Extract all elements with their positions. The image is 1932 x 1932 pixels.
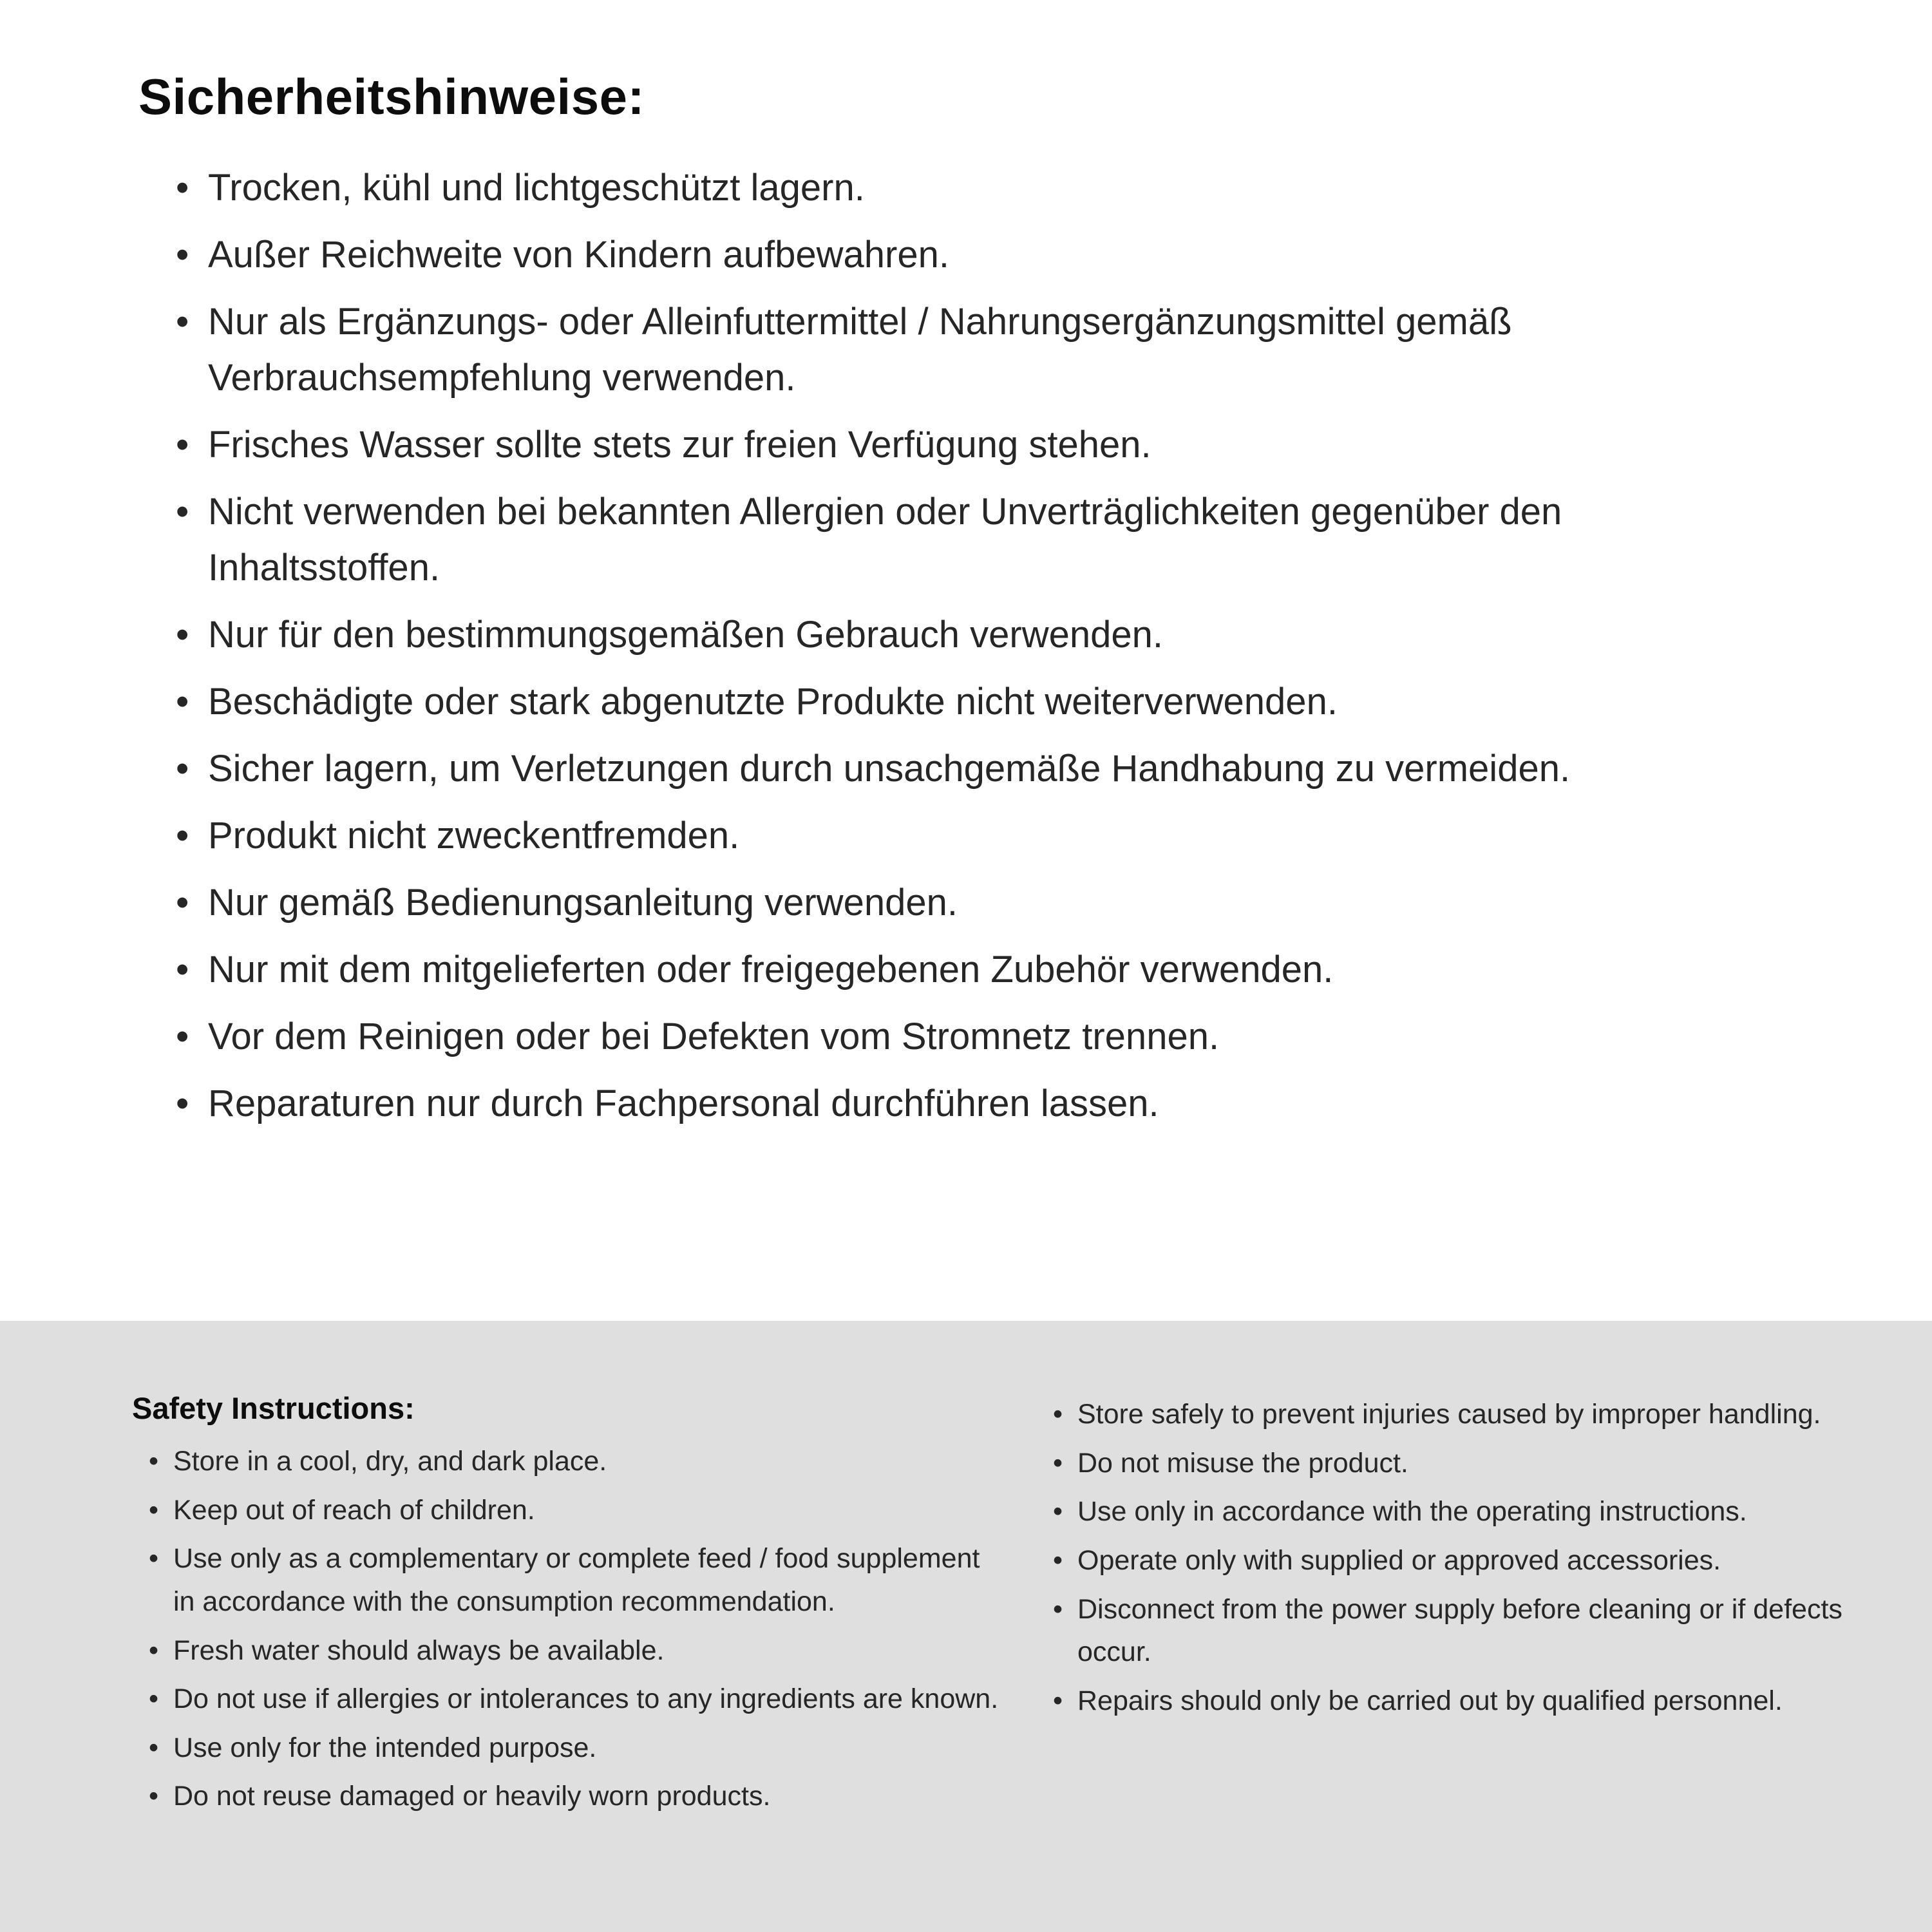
english-safety-item-text: Use only as a complementary or complete feed / food supplement in accordance with the consumption recommendation. [173,1543,980,1617]
english-safety-item [1053,1490,1861,1533]
bullet-icon: • [1053,1593,1063,1625]
german-safety-item-text: Trocken, kühl und lichtgeschützt lagern. [208,167,865,209]
bullet-icon: • [1053,1685,1063,1716]
bullet-icon: • [176,882,189,923]
english-safety-item [149,1537,1001,1623]
english-safety-item [1053,1539,1861,1582]
english-safety-item [1053,1442,1861,1485]
english-safety-item-text: Keep out of reach of children. [173,1494,535,1526]
german-safety-item-text: Nur gemäß Bedienungsanleitung verwenden. [208,882,958,923]
german-safety-item [176,294,1816,406]
bullet-icon: • [1053,1447,1063,1479]
german-safety-item-text: Nicht verwenden bei bekannten Allergien oder Unverträglichkeiten gegenüber den Inhaltsstoffen. [208,491,1562,589]
german-safety-item [176,484,1816,596]
bullet-icon: • [149,1781,159,1812]
english-safety-item-text: Use only for the intended purpose. [173,1732,597,1763]
english-safety-item-text: Use only in accordance with the operating instructions. [1077,1496,1747,1528]
german-safety-item [176,1075,1816,1132]
bullet-icon: • [149,1446,159,1477]
german-safety-item [176,875,1816,931]
german-safety-list [176,160,1816,1132]
german-safety-item [176,417,1816,473]
bullet-icon: • [176,234,189,276]
english-left-column [132,1390,1001,1932]
english-safety-item [149,1440,1001,1483]
bullet-icon: • [149,1494,159,1526]
german-safety-item-text: Reparaturen nur durch Fachpersonal durchführen lassen. [208,1083,1159,1124]
german-safety-item [176,1009,1816,1065]
bullet-icon: • [176,491,189,533]
german-safety-item-text: Produkt nicht zweckentfremden. [208,815,740,857]
bullet-icon: • [176,301,189,343]
bullet-icon: • [176,681,189,723]
english-safety-item [1053,1393,1861,1436]
english-safety-item [149,1678,1001,1721]
german-safety-item-text: Nur als Ergänzungs- oder Alleinfuttermittel / Nahrungsergänzungsmittel gemäß Verbrauchsempfehlung verwenden. [208,301,1512,399]
german-section-heading: Sicherheitshinweise: [138,68,645,125]
german-safety-item-text: Sicher lagern, um Verletzungen durch unsachgemäße Handhabung zu vermeiden. [208,748,1571,790]
english-safety-item [149,1727,1001,1770]
bullet-icon: • [176,167,189,209]
bullet-icon: • [176,1016,189,1057]
german-safety-item [176,674,1816,730]
english-safety-item-text: Disconnect from the power supply before cleaning or if defects occur. [1077,1593,1842,1668]
bullet-icon: • [176,424,189,466]
english-safety-item-text: Store safely to prevent injuries caused by improper handling. [1077,1399,1821,1430]
bullet-icon: • [176,949,189,990]
german-safety-item [176,741,1816,797]
english-safety-item-text: Operate only with supplied or approved accessories. [1077,1544,1721,1576]
bullet-icon: • [176,748,189,790]
english-safety-item-text: Do not misuse the product. [1077,1447,1408,1479]
english-safety-item-text: Store in a cool, dry, and dark place. [173,1446,607,1477]
german-safety-item-text: Vor dem Reinigen oder bei Defekten vom Stromnetz trennen. [208,1016,1220,1057]
english-safety-item-text: Repairs should only be carried out by qualified personnel. [1077,1685,1783,1716]
german-safety-item [176,160,1816,216]
german-safety-item-text: Frisches Wasser sollte stets zur freien Verfügung stehen. [208,424,1151,466]
english-safety-item-text: Do not reuse damaged or heavily worn products. [173,1781,771,1812]
german-safety-item-text: Nur mit dem mitgelieferten oder freigegebenen Zubehör verwenden. [208,949,1334,990]
bullet-icon: • [1053,1544,1063,1576]
english-section-heading: Safety Instructions: [132,1391,415,1425]
english-safety-list-left [149,1440,1001,1818]
bullet-icon: • [149,1543,159,1575]
english-safety-item [149,1629,1001,1672]
german-safety-item [176,607,1816,663]
german-safety-item [176,227,1816,283]
german-safety-item-text: Beschädigte oder stark abgenutzte Produkte nicht weiterverwenden. [208,681,1338,723]
bullet-icon: • [149,1683,159,1715]
english-safety-item [149,1489,1001,1532]
english-right-column [1053,1390,1861,1932]
german-safety-item-text: Nur für den bestimmungsgemäßen Gebrauch verwenden. [208,614,1163,656]
bullet-icon: • [149,1634,159,1666]
bullet-icon: • [1053,1399,1063,1430]
bullet-icon: • [176,614,189,656]
english-safety-list-right [1053,1393,1861,1722]
english-safety-item [1053,1588,1861,1674]
bullet-icon: • [176,1083,189,1124]
english-safety-item-text: Fresh water should always be available. [173,1634,665,1666]
german-safety-item [176,942,1816,998]
english-safety-item-text: Do not use if allergies or intolerances to any ingredients are known. [173,1683,999,1715]
german-safety-item-text: Außer Reichweite von Kindern aufbewahren. [208,234,949,276]
bullet-icon: • [176,815,189,857]
bullet-icon: • [149,1732,159,1763]
english-safety-section [0,1321,1932,1932]
english-safety-item [149,1775,1001,1818]
german-safety-item [176,808,1816,864]
english-safety-item [1053,1680,1861,1723]
bullet-icon: • [1053,1496,1063,1528]
